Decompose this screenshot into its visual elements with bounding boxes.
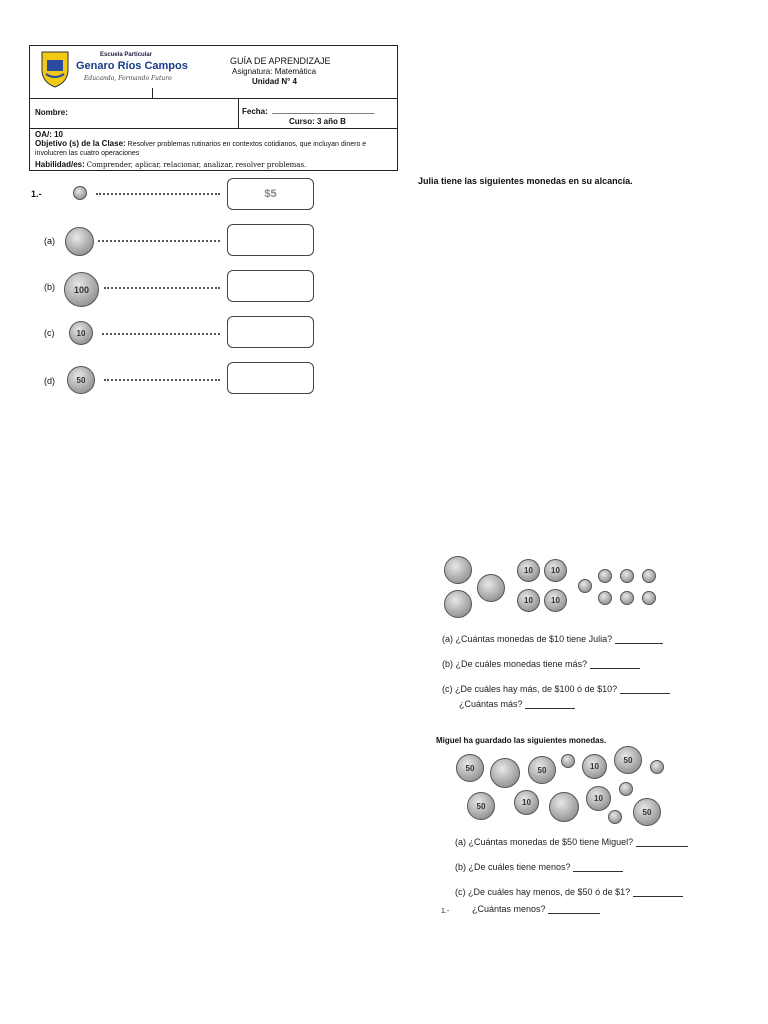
dotted-leader [98,240,220,242]
coin-100-icon [444,590,472,618]
coin-5-icon [642,569,656,583]
coin-50-icon: 50 [456,754,484,782]
answer-line[interactable] [590,668,640,669]
coin-100-icon [444,556,472,584]
miguel-question-c [455,887,683,897]
coin-10-icon: 10 [586,786,611,811]
coin-100-icon [490,758,520,788]
coin-10-icon: 10 [517,559,540,582]
answer-line[interactable] [548,913,600,914]
coin-10-icon: 10 [69,321,93,345]
objective-text: Resolver problemas rutinarios en contextos cotidianos, que incluyan dinero e involucren las cuatro operaciones [35,141,367,157]
school-name: Genaro Ríos Campos [76,60,188,72]
julia-question-b [442,659,640,669]
coin-50-icon: 50 [614,746,642,774]
coin-10-icon: 10 [514,790,539,815]
coin-5-icon [578,579,592,593]
header-row-title [30,46,397,99]
row-label-c: (c) [44,328,55,338]
row-label-a: (a) [44,236,55,246]
miguel-qa-text: (a) ¿Cuántas monedas de $50 tiene Miguel? [455,837,634,847]
name-label: Nombre: [35,108,68,117]
coin-50-icon: 50 [528,756,556,784]
footer-number: 1.- [441,908,450,915]
answer-line[interactable] [633,896,683,897]
coin-10-icon: 10 [517,589,540,612]
miguel-title: Miguel ha guardado las siguientes monedas. [436,736,607,745]
answer-line[interactable] [525,708,575,709]
exercise-number: 1.- [31,189,42,199]
course: Curso: 3 año B [289,117,346,126]
row-label-d: (d) [44,376,55,386]
julia-question-a [442,634,663,644]
coin-50-icon: 50 [67,366,95,394]
dotted-leader [104,379,220,381]
dotted-leader [104,287,220,289]
miguel-question-a [455,837,688,847]
objective [35,139,395,158]
coin-1-icon [561,754,575,768]
coin-10-icon: 10 [544,589,567,612]
date-label: Fecha: [242,107,268,116]
coin-50-icon: 50 [633,798,661,826]
coin-5-icon [620,591,634,605]
answer-box-c[interactable] [227,316,314,348]
answer-box-d[interactable] [227,362,314,394]
miguel-question-b [455,862,623,872]
school-logo-icon [40,50,70,88]
answer-line[interactable] [615,643,663,644]
julia-title: Julia tiene las siguientes monedas en su alcancía. [418,176,633,186]
row-label-b: (b) [44,282,55,292]
miguel-question-c2 [472,904,600,914]
guide-title: GUÍA DE APRENDIZAJE [230,56,331,66]
date-line[interactable]: _______________________ [272,105,375,114]
answer-line[interactable] [573,871,623,872]
objective-label: Objetivo (s) de la Clase: [35,139,126,148]
skills [35,160,306,169]
coin-50-icon: 50 [467,792,495,820]
coin-10-icon: 10 [582,754,607,779]
julia-qc2-text: ¿Cuántas más? [459,699,523,709]
answer-line[interactable] [620,693,670,694]
julia-qc-text: (c) ¿De cuáles hay más, de $100 ó de $10? [442,684,618,694]
coin-5-icon [598,569,612,583]
coin-10-icon: 10 [544,559,567,582]
coin-100-icon [477,574,505,602]
dotted-leader [96,193,220,195]
answer-box-a[interactable] [227,224,314,256]
coin-100-icon: 100 [64,272,99,307]
skills-label: Habilidad/es: [35,160,85,169]
coin-100-icon [549,792,579,822]
dotted-leader [102,333,220,335]
oa-number: OA/: 10 [35,130,64,139]
julia-question-c2 [459,699,575,709]
header-separator [238,98,239,128]
julia-qb-text: (b) ¿De cuáles monedas tiene más? [442,659,588,669]
coin-1-icon [650,760,664,774]
example-answer-box: $5 [227,178,314,210]
school-type: Escuela Particular [100,52,153,58]
coin-5-icon [620,569,634,583]
coin-100-icon [65,227,94,256]
answer-box-b[interactable] [227,270,314,302]
coin-1-icon [619,782,633,796]
coin-5-icon [73,186,87,200]
coin-5-icon [642,591,656,605]
school-motto: Educando, Formando Futuro [84,75,172,82]
julia-qa-text: (a) ¿Cuántas monedas de $10 tiene Julia? [442,634,613,644]
skills-text: Comprender, aplicar, relacionar, analizar, resolver problemas. [86,161,307,169]
coin-5-icon [598,591,612,605]
answer-line[interactable] [636,846,688,847]
logo-tick [152,88,153,98]
coin-1-icon [608,810,622,824]
guide-unit: Unidad N° 4 [252,77,297,86]
miguel-qb-text: (b) ¿De cuáles tiene menos? [455,862,571,872]
header-table [29,45,398,171]
julia-question-c [442,684,670,694]
miguel-qc-text: (c) ¿De cuáles hay menos, de $50 ó de $1? [455,887,631,897]
miguel-qc2-text: ¿Cuántas menos? [472,904,546,914]
guide-subject: Asignatura: Matemática [232,67,317,76]
